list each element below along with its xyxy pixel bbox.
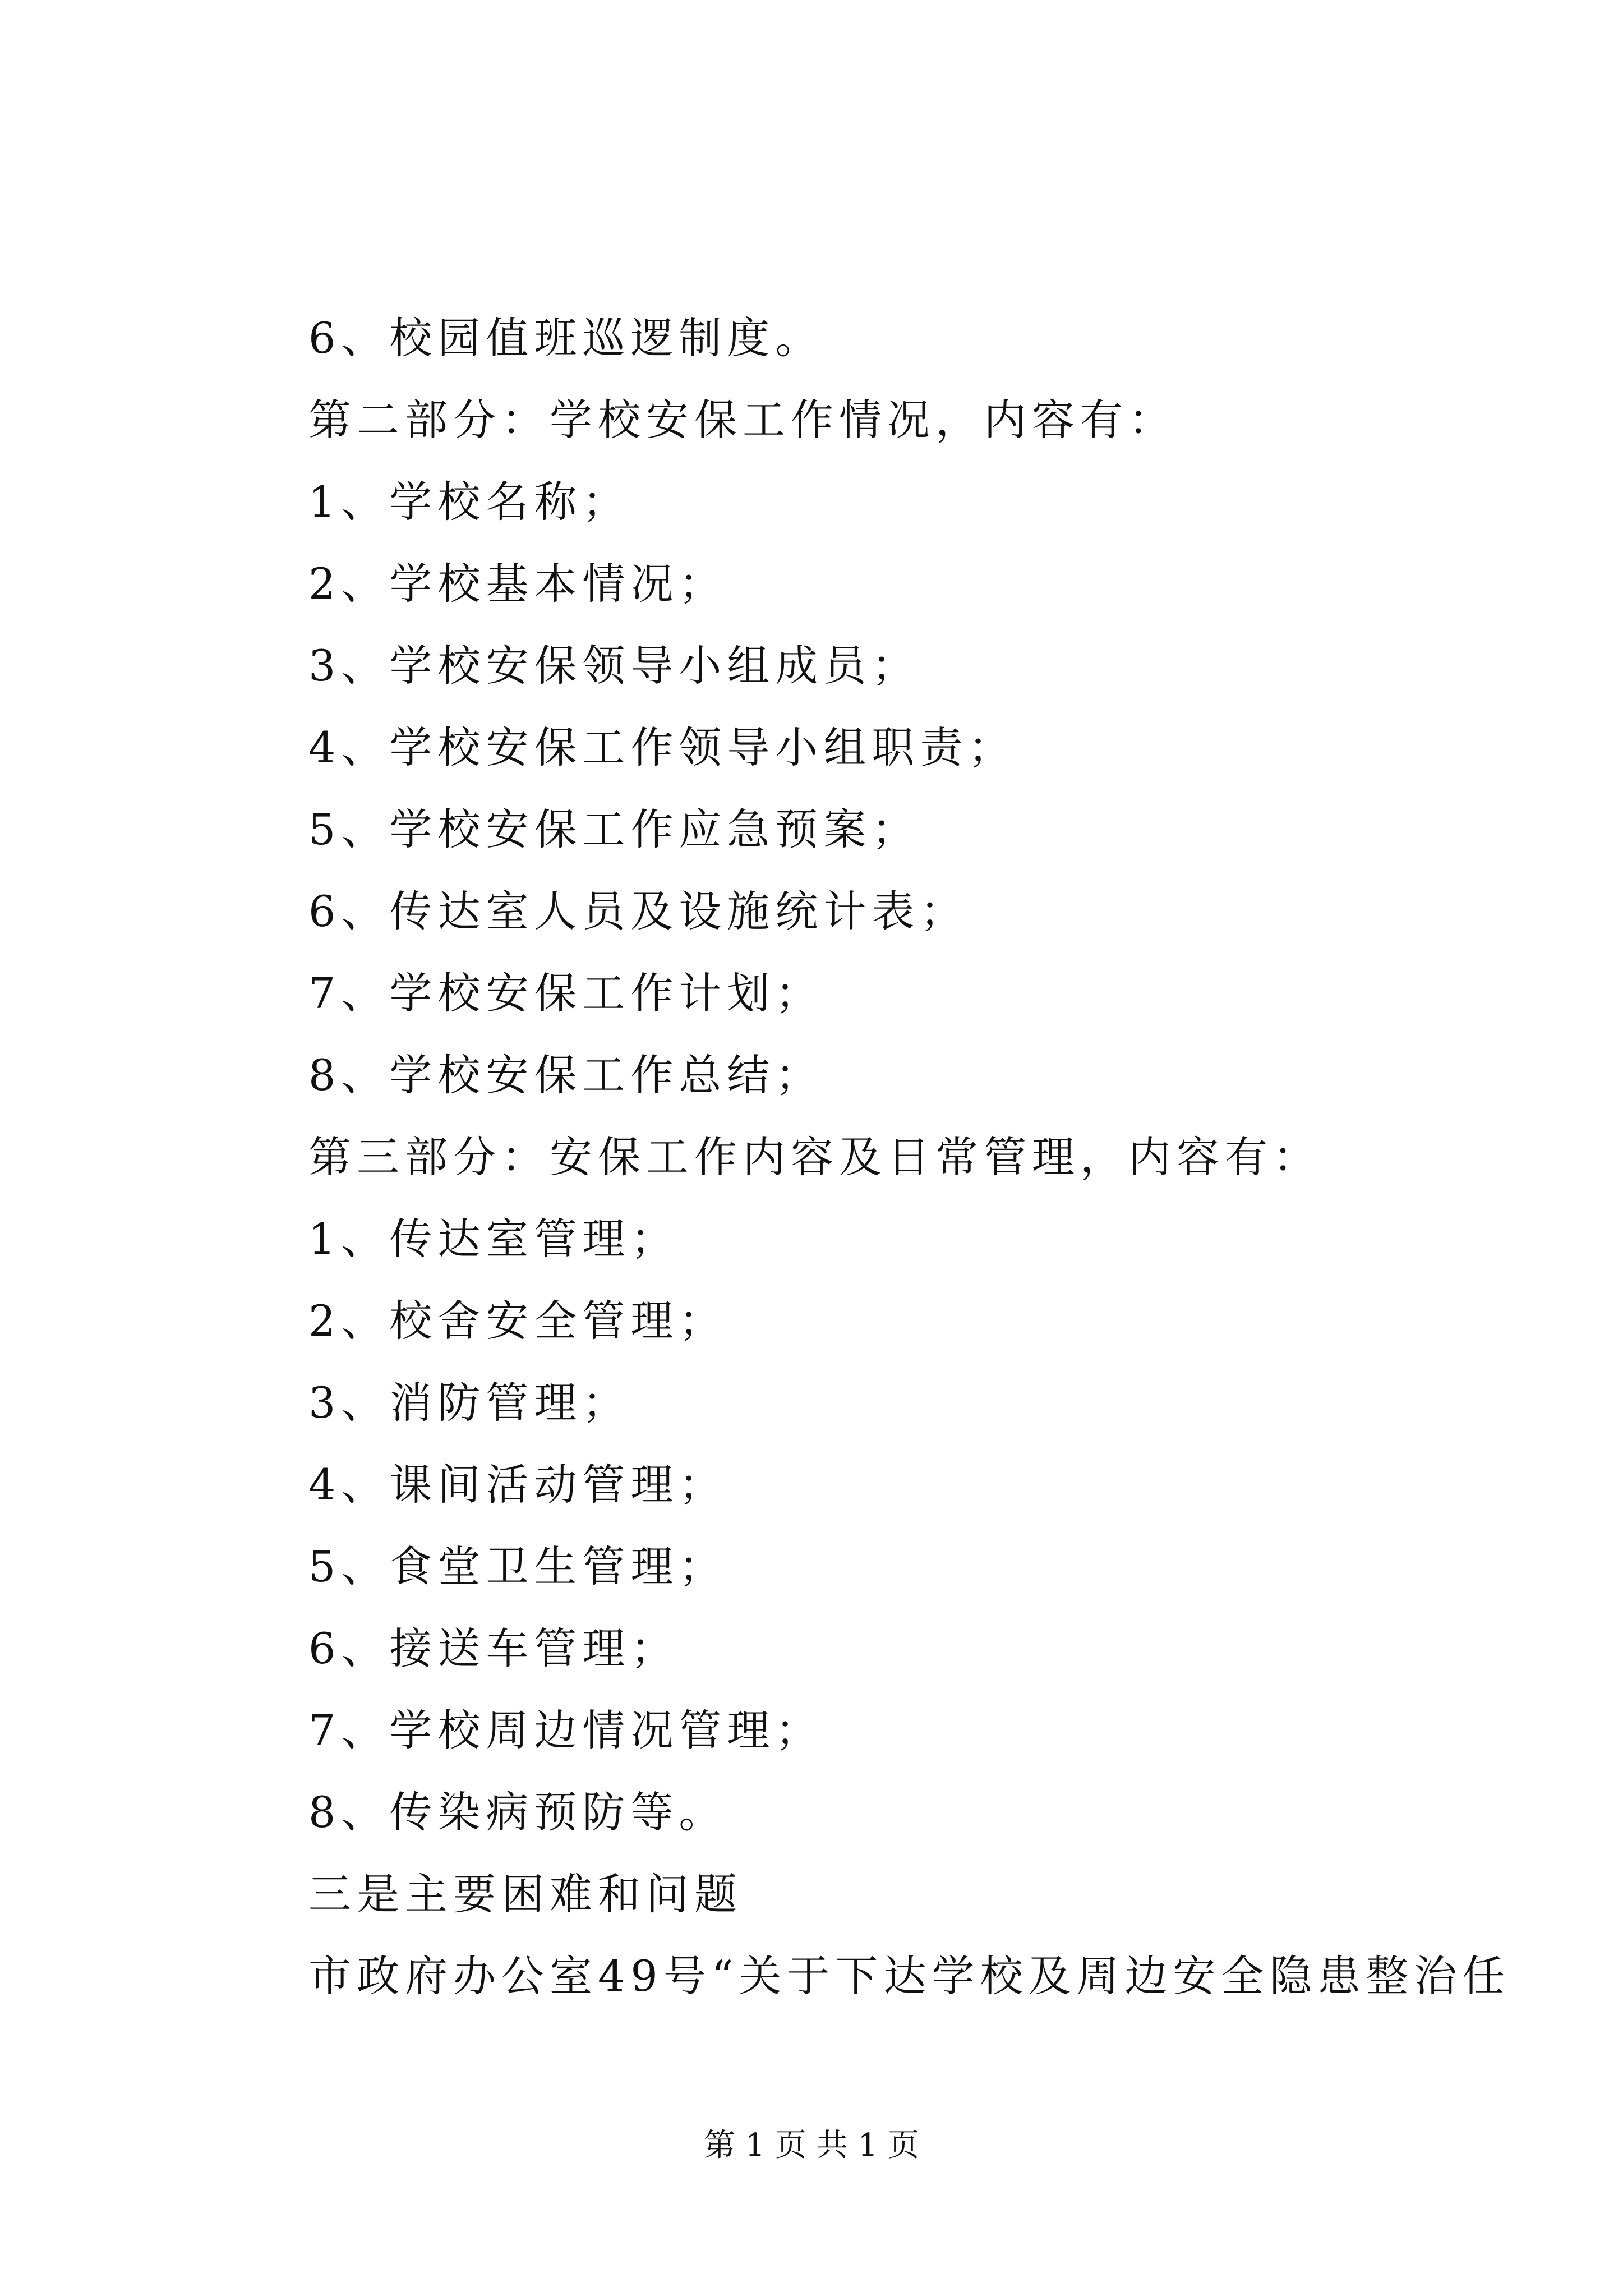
document-body [308, 297, 1511, 2017]
list-item: 4、课间活动管理； [308, 1460, 727, 1510]
list-item: 3、消防管理； [308, 1378, 631, 1428]
list-item: 1、传达室管理； [308, 1214, 679, 1264]
list-item: 2、学校基本情况； [308, 559, 727, 609]
text-line: 6、校园值班巡逻制度。 [308, 313, 824, 363]
list-item: 6、传达室人员及设施统计表； [308, 886, 969, 936]
section-heading: 三是主要困难和问题 [308, 1869, 743, 1919]
section-heading: 第三部分：安保工作内容及日常管理，内容有： [308, 1132, 1321, 1182]
section-heading: 第二部分：学校安保工作情况，内容有： [308, 395, 1177, 445]
list-item: 8、学校安保工作总结； [308, 1050, 824, 1100]
list-item: 1、学校名称； [308, 477, 631, 527]
list-item: 7、学校周边情况管理； [308, 1705, 824, 1755]
list-item: 8、传染病预防等。 [308, 1787, 727, 1837]
list-item: 6、接送车管理； [308, 1623, 679, 1673]
list-item: 4、学校安保工作领导小组职责； [308, 723, 1017, 772]
list-item: 5、学校安保工作应急预案； [308, 804, 920, 854]
paragraph-text: 市政府办公室49号“关于下达学校及周边安全隐患整治任 [308, 1951, 1511, 2001]
page-footer: 第 1 页 共 1 页 [703, 2127, 920, 2164]
list-item: 5、食堂卫生管理； [308, 1542, 727, 1591]
list-item: 3、学校安保领导小组成员； [308, 641, 920, 691]
list-item: 2、校舍安全管理； [308, 1296, 727, 1346]
list-item: 7、学校安保工作计划； [308, 968, 824, 1018]
